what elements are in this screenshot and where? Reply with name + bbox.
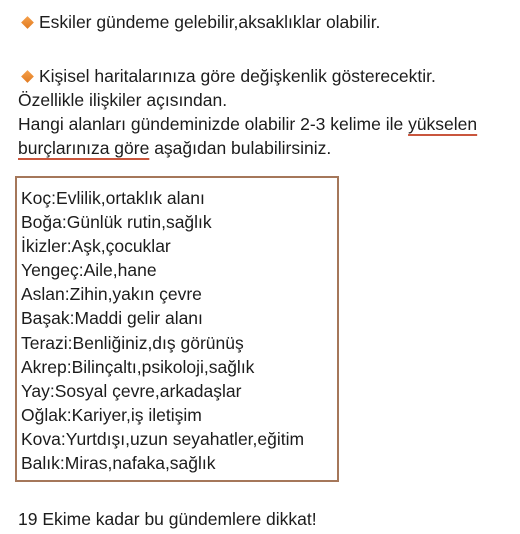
intro-text-1: Eskiler gündeme gelebilir,aksaklıklar olabilir. [39,12,381,32]
sign-row: Balık:Miras,nafaka,sağlık [21,453,216,474]
footer-text: 19 Ekime kadar bu gündemlere dikkat! [18,509,317,529]
intro-line-4: Hangi alanları gündeminizde olabilir 2-3 kelime ile yükselen [18,114,478,134]
sign-row: Yengeç:Aile,hane [21,260,157,281]
orange-diamond-icon [21,70,34,83]
orange-diamond-icon [21,16,34,29]
sign-row: Aslan:Zihin,yakın çevre [21,284,202,305]
intro-line-3: Özellikle ilişkiler açısından. [18,90,228,110]
intro-line-1 [18,10,510,34]
intro-line-2: Kişisel haritalarınıza göre değişkenlik gösterecektir. [18,64,510,88]
sign-row: Terazi:Benliğiniz,dış görünüş [21,332,244,353]
sign-row: Akrep:Bilinçaltı,psikoloji,sağlık [21,356,255,377]
sign-row: Yay:Sosyal çevre,arkadaşlar [21,380,242,401]
underlined-text: yükselen [408,114,478,134]
sign-row: İkizler:Aşk,çocuklar [21,236,171,257]
sign-row: Başak:Maddi gelir alanı [21,308,203,329]
intro-line-5: burçlarınıza göre aşağıdan bulabilirsiniz. [18,138,332,158]
intro-paragraph [18,64,510,160]
sign-row: Kova:Yurtdışı,uzun seyahatler,eğitim [21,428,305,449]
underlined-text: burçlarınıza göre [18,138,150,158]
sign-row: Boğa:Günlük rutin,sağlık [21,212,212,233]
sign-row: Koç:Evlilik,ortaklık alanı [21,188,205,208]
sign-row: Oğlak:Kariyer,iş iletişim [21,404,202,425]
signs-box [15,176,339,482]
